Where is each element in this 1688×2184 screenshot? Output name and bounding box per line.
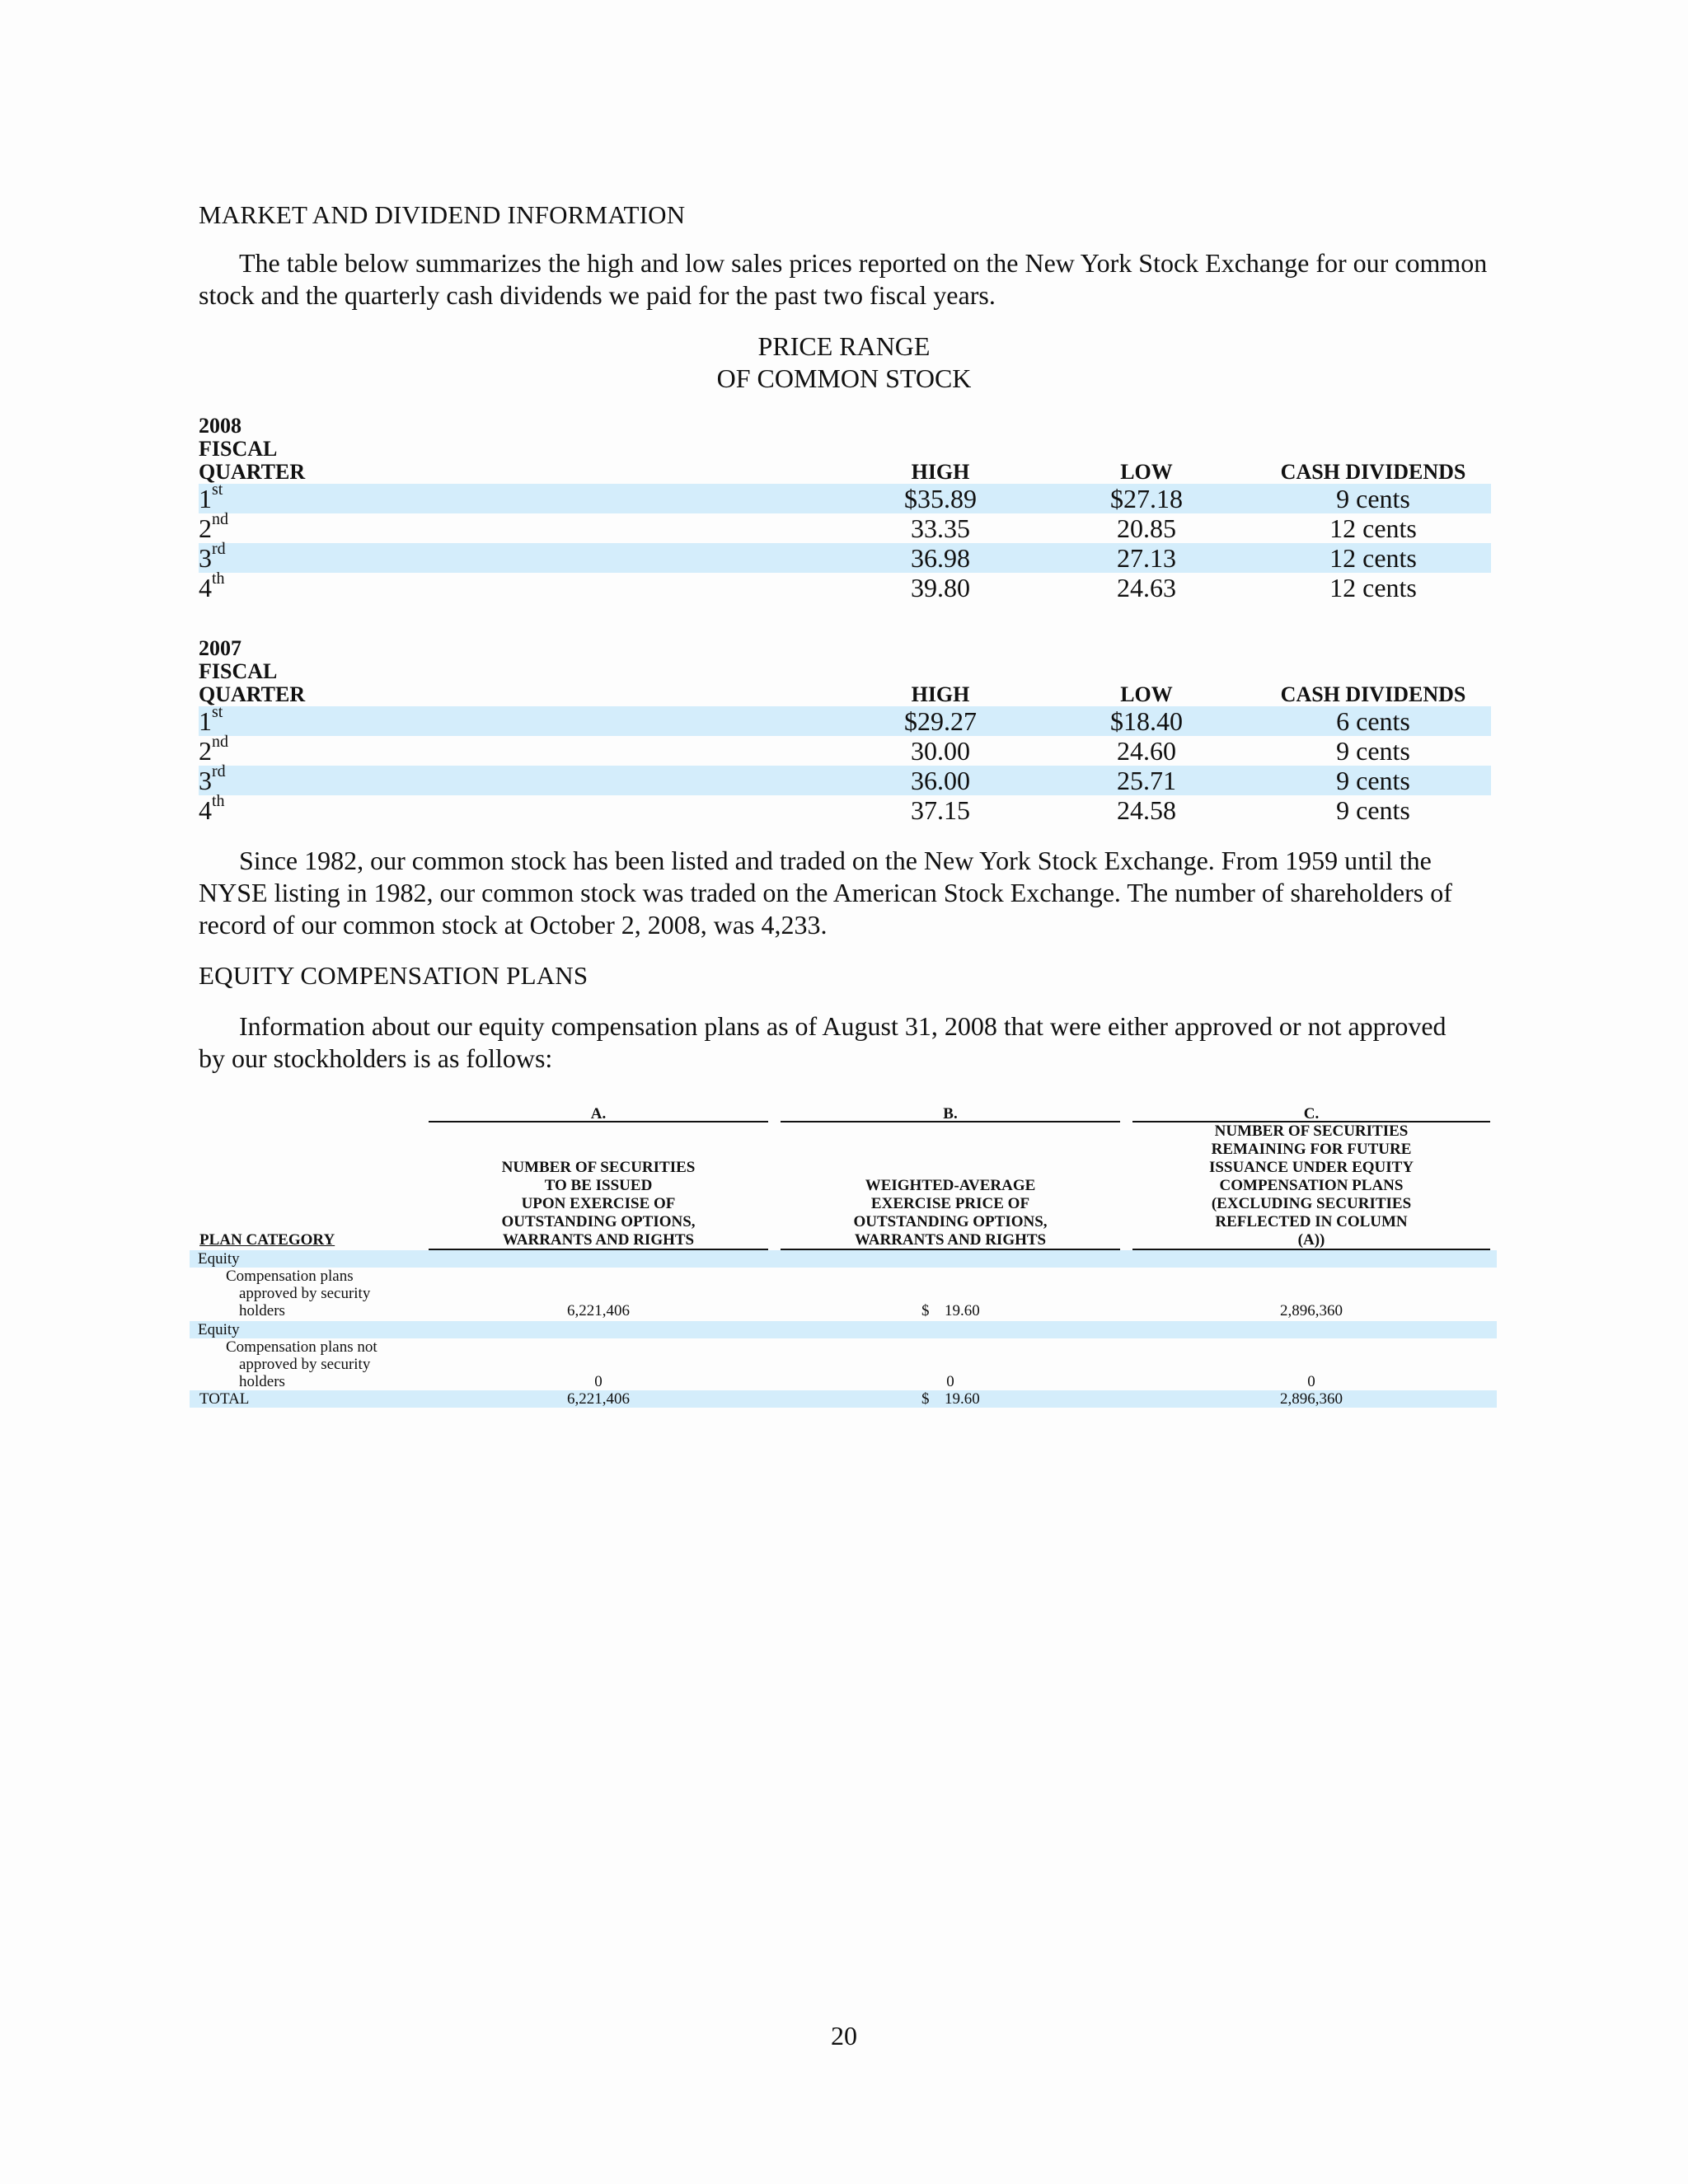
page-number: 20	[831, 2021, 857, 2050]
currency-symbol: $	[921, 1390, 930, 1408]
quarter-cell: 4th	[199, 569, 225, 602]
low-header: LOW	[1120, 682, 1173, 706]
cash-dividends-header: CASH DIVIDENDS	[1280, 682, 1466, 706]
market-heading: MARKET AND DIVIDEND INFORMATION	[199, 200, 686, 229]
table-row	[199, 480, 1491, 513]
quarter-label: QUARTER	[199, 682, 306, 706]
table-row	[199, 569, 1491, 602]
high-cell: 37.15	[911, 795, 970, 825]
price-range-title-line1: PRICE RANGE	[757, 331, 931, 361]
row-label-line: approved by security	[239, 1285, 371, 1302]
column-c-value: 2,896,360	[1280, 1302, 1343, 1319]
low-cell: 24.60	[1117, 736, 1176, 766]
column-b-header: WEIGHTED-AVERAGE EXERCISE PRICE OF OUTSTANDING OPTIONS, WARRANTS AND RIGHTS	[853, 1177, 1048, 1249]
column-c-value: 2,896,360	[1280, 1390, 1343, 1408]
table-row	[199, 733, 1491, 766]
dividend-cell: 9 cents	[1336, 766, 1410, 795]
dividend-cell: 9 cents	[1336, 795, 1410, 825]
low-cell: 24.63	[1117, 573, 1176, 602]
high-cell: 30.00	[911, 736, 970, 766]
high-header: HIGH	[911, 460, 970, 484]
row-label-line: approved by security	[239, 1356, 371, 1373]
listing-paragraph: Since 1982, our common stock has been listed and traded on the New York Stock Exchange. From 1959 until the NYSE listing in 1982, our common stock was traded on the American Stock Exchange. The number of shareholders of record of our common stock at October 2, 2008, was 4,233.	[199, 846, 1452, 940]
quarter-cell: 1st	[199, 703, 223, 736]
table-row	[190, 1250, 1497, 1268]
column-a-value: 0	[594, 1373, 603, 1390]
high-cell: 33.35	[911, 513, 970, 543]
equity-intro-paragraph: Information about our equity compensation plans as of August 31, 2008 that were either approved or not approved by our stockholders is as follows:	[199, 1011, 1447, 1073]
quarter-label: QUARTER	[199, 460, 306, 484]
row-label: Equity	[198, 1250, 240, 1268]
price-range-title-line2: OF COMMON STOCK	[716, 363, 972, 393]
column-a-letter: A.	[590, 1105, 607, 1122]
column-b-value: 19.60	[945, 1302, 980, 1319]
dividend-cell: 6 cents	[1336, 706, 1410, 736]
plan-category-header: PLAN CATEGORY	[199, 1231, 335, 1249]
quarter-cell: 3rd	[199, 540, 226, 573]
row-label-line: holders	[239, 1302, 285, 1319]
low-cell: $27.18	[1110, 484, 1183, 513]
total-label: TOTAL	[199, 1390, 250, 1408]
year-label: 2007	[199, 636, 241, 660]
high-cell: $29.27	[904, 706, 977, 736]
quarter-cell: 2nd	[199, 510, 228, 543]
table-row	[199, 792, 1491, 825]
column-a-header: NUMBER OF SECURITIES TO BE ISSUED UPON EXERCISE OF OUTSTANDING OPTIONS, WARRANTS AND RIGHTS	[501, 1159, 696, 1249]
dividend-cell: 12 cents	[1329, 543, 1417, 573]
column-c-letter: C.	[1303, 1105, 1320, 1122]
table-row	[199, 510, 1491, 543]
cash-dividends-header: CASH DIVIDENDS	[1280, 460, 1466, 484]
total-row	[190, 1390, 1497, 1408]
quarter-cell: 1st	[199, 480, 223, 513]
table-row	[199, 540, 1491, 573]
row-label: Equity	[198, 1321, 240, 1338]
high-cell: 36.98	[911, 543, 970, 573]
quarter-cell: 2nd	[199, 733, 228, 766]
table-row	[199, 762, 1491, 795]
column-b-letter: B.	[943, 1105, 958, 1122]
fiscal-label: FISCAL	[199, 659, 278, 683]
dividend-cell: 9 cents	[1336, 736, 1410, 766]
fiscal-label: FISCAL	[199, 437, 278, 461]
low-cell: 20.85	[1117, 513, 1176, 543]
dividend-cell: 12 cents	[1329, 573, 1417, 602]
column-a-top-rule	[429, 1121, 768, 1122]
row-label-line: Compensation plans not	[226, 1338, 377, 1356]
column-a-value: 6,221,406	[567, 1302, 630, 1319]
low-cell: $18.40	[1110, 706, 1183, 736]
currency-symbol: $	[921, 1302, 930, 1319]
low-cell: 27.13	[1117, 543, 1176, 573]
quarter-cell: 3rd	[199, 762, 226, 795]
high-cell: 39.80	[911, 573, 970, 602]
high-header: HIGH	[911, 682, 970, 706]
dividend-cell: 12 cents	[1329, 513, 1417, 543]
year-label: 2008	[199, 414, 241, 438]
row-label-line: Compensation plans	[226, 1268, 354, 1285]
table-row	[199, 703, 1491, 736]
low-cell: 25.71	[1117, 766, 1176, 795]
column-c-value: 0	[1307, 1373, 1315, 1390]
high-cell: 36.00	[911, 766, 970, 795]
column-b-value: 0	[946, 1373, 954, 1390]
column-b-top-rule	[781, 1121, 1120, 1122]
dividend-cell: 9 cents	[1336, 484, 1410, 513]
quarter-cell: 4th	[199, 792, 225, 825]
row-label-line: holders	[239, 1373, 285, 1390]
equity-heading: EQUITY COMPENSATION PLANS	[199, 961, 588, 990]
market-intro-paragraph: The table below summarizes the high and low sales prices reported on the New York Stock Exchange for our common stock and the quarterly cash dividends we paid for the past two fiscal years.	[199, 248, 1488, 310]
low-header: LOW	[1120, 460, 1173, 484]
column-b-value: 19.60	[945, 1390, 980, 1408]
low-cell: 24.58	[1117, 795, 1176, 825]
table-row	[190, 1321, 1497, 1338]
column-a-value: 6,221,406	[567, 1390, 630, 1408]
column-c-header: NUMBER OF SECURITIES REMAINING FOR FUTURE ISSUANCE UNDER EQUITY COMPENSATION PLANS (EXCLUDING SECURITIES REFLECTED IN COLUMN (A))	[1208, 1122, 1414, 1249]
high-cell: $35.89	[904, 484, 977, 513]
